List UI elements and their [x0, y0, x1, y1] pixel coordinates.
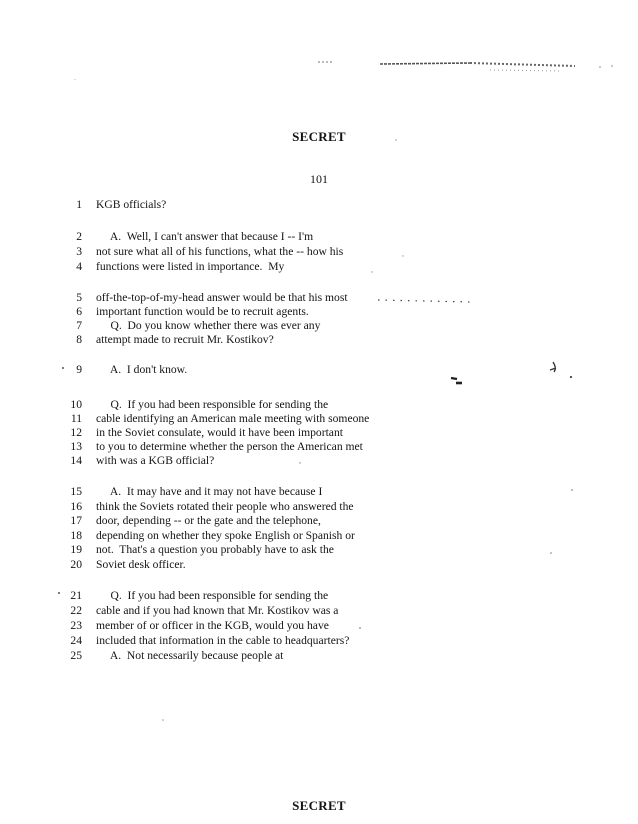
line-number: 1 — [76, 198, 82, 211]
line-number: 7 — [76, 319, 82, 332]
transcript-line — [0, 542, 638, 558]
line-number: 10 — [70, 398, 82, 411]
line-number: 11 — [70, 412, 82, 425]
scan-artifact-top — [0, 0, 638, 80]
line-number: 20 — [70, 558, 82, 571]
transcript-line — [0, 618, 638, 634]
line-text: member of or officer in the KGB, would you have — [96, 619, 329, 632]
line-text: Q. If you had been responsible for sending the — [96, 398, 329, 411]
line-text: cable identifying an American male meeting with someone — [96, 412, 370, 425]
line-text: Q. Do you know whether there was ever any — [96, 319, 321, 332]
line-text: A. It may have and it may not have because I — [96, 485, 323, 498]
line-text: depending on whether they spoke English or Spanish or — [96, 529, 355, 542]
line-number: 5 — [76, 291, 82, 304]
line-text: A. Not necessarily because people at — [96, 649, 284, 662]
transcript-line — [0, 197, 638, 213]
line-number: 3 — [76, 245, 82, 258]
line-text: functions were listed in importance. My — [96, 260, 285, 273]
transcript-line — [0, 648, 638, 664]
line-number: 9 — [76, 363, 82, 376]
line-text: cable and if you had known that Mr. Kostikov was a — [96, 604, 339, 617]
line-text: door, depending -- or the gate and the telephone, — [96, 514, 321, 527]
line-number: 13 — [70, 440, 82, 453]
line-text: not sure what all of his functions, what the -- how his — [96, 245, 344, 258]
line-text: to you to determine whether the person the American met — [96, 440, 363, 453]
line-number: 25 — [70, 649, 82, 662]
line-number: 6 — [76, 305, 82, 318]
transcript-line — [0, 513, 638, 529]
line-number: 14 — [70, 454, 82, 467]
line-text: attempt made to recruit Mr. Kostikov? — [96, 333, 274, 346]
transcript-line — [0, 244, 638, 260]
line-text: important function would be to recruit agents. — [96, 305, 309, 318]
transcript-line — [0, 259, 638, 275]
line-text: off-the-top-of-my-head answer would be that his most — [96, 291, 348, 304]
transcript-line — [0, 557, 638, 573]
line-number: 17 — [70, 514, 82, 527]
transcript-line — [0, 362, 638, 378]
line-text: not. That's a question you probably have to ask the — [96, 543, 334, 556]
line-text: included that information in the cable to headquarters? — [96, 634, 350, 647]
page-number: 101 — [310, 172, 328, 186]
line-text: A. I don't know. — [96, 363, 188, 376]
line-number: 4 — [76, 260, 82, 273]
transcript-line — [0, 453, 638, 469]
line-number: 23 — [70, 619, 82, 632]
line-text: Soviet desk officer. — [96, 558, 186, 571]
line-number: 8 — [76, 333, 82, 346]
line-number: 15 — [70, 485, 82, 498]
line-number: 12 — [70, 426, 82, 439]
classification-footer: SECRET — [292, 798, 346, 813]
line-number: 21 — [70, 589, 82, 602]
line-number: 2 — [76, 230, 82, 243]
transcript-line — [0, 588, 638, 604]
transcript-line — [0, 484, 638, 500]
line-text: in the Soviet consulate, would it have been important — [96, 426, 343, 439]
line-text: Q. If you had been responsible for sending the — [96, 589, 329, 602]
transcript-line — [0, 332, 638, 348]
transcript-line — [0, 633, 638, 649]
line-text: with was a KGB official? — [96, 454, 215, 467]
line-text: think the Soviets rotated their people who answered the — [96, 500, 354, 513]
line-number: 24 — [70, 634, 82, 647]
classification-header: SECRET — [292, 129, 346, 144]
line-text: A. Well, I can't answer that because I -- I'm — [96, 230, 314, 243]
transcript-line — [0, 603, 638, 619]
line-number: 18 — [70, 529, 82, 542]
transcript-line — [0, 229, 638, 245]
line-number: 19 — [70, 543, 82, 556]
line-text: KGB officials? — [96, 198, 167, 211]
line-number: 22 — [70, 604, 82, 617]
line-number: 16 — [70, 500, 82, 513]
